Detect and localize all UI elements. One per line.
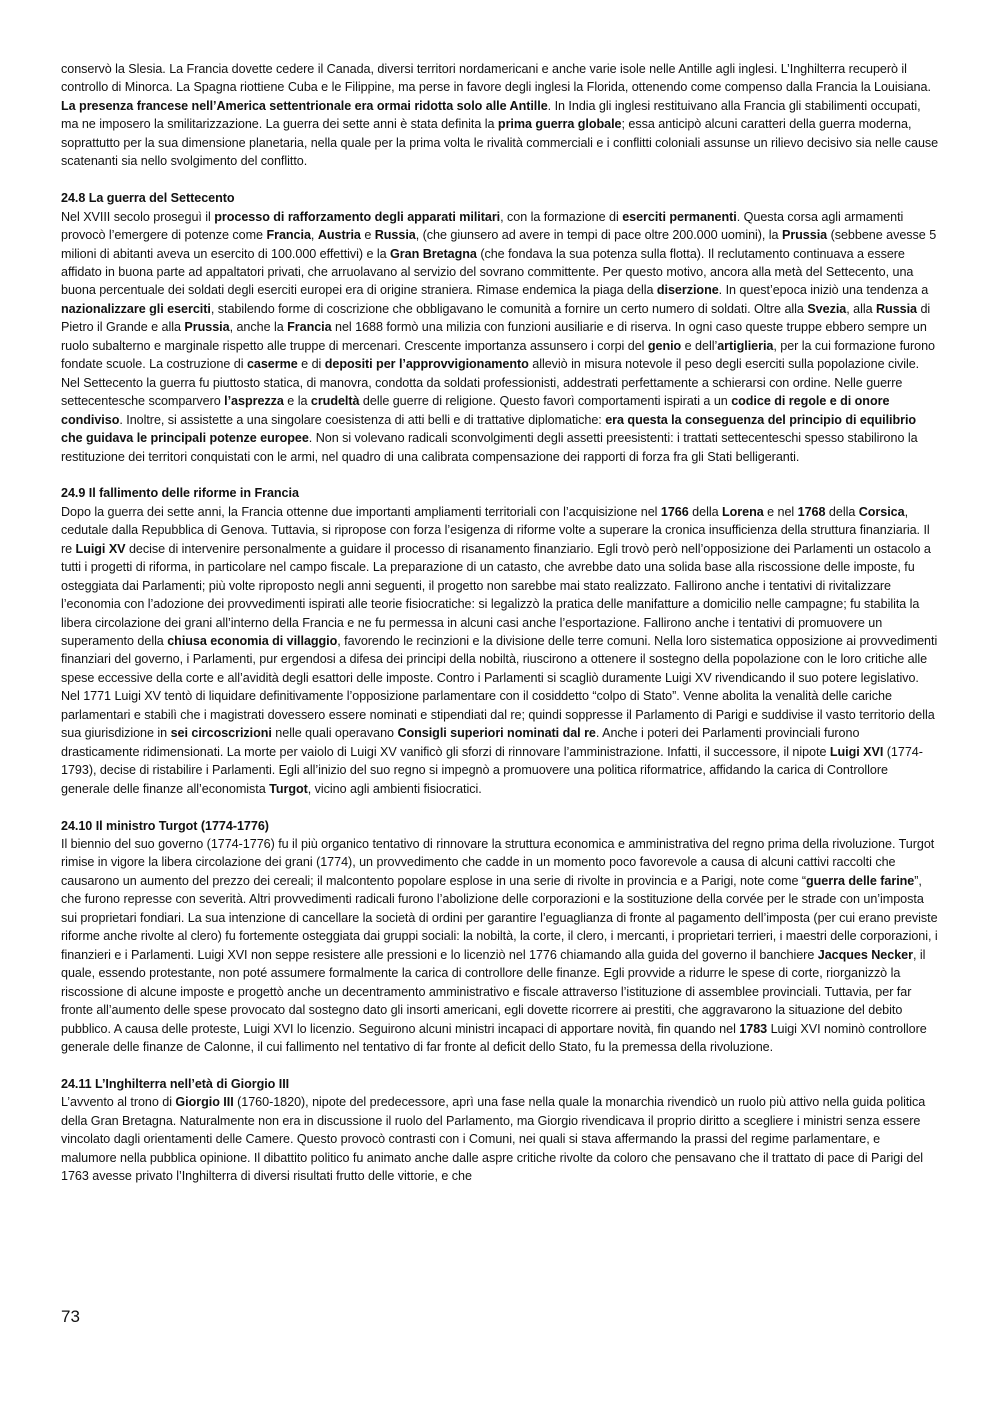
- text-run: . In quest’epoca iniziò una tendenza a: [718, 283, 929, 298]
- bold-text-run: diserzione: [656, 283, 719, 298]
- text-run: Il biennio del suo governo (1774-1776) fu il più organico tentativo di rinnovare la struttura economica e amministrativa del regno prima della rivoluzione. Turgot rimise in vigore la libera circolazione dei grani (1774), un provvedimento che cadde in un momento poco favorevole a causa di alcuni cattivi raccolti che causarono un aumento del prezzo dei cereali; il malcontento popolare esplose in una serie di rivolte in provincia e a Parigi, note come “: [61, 836, 935, 888]
- text-run: (1774-1793), decise di ristabilire i Parlamenti. Egli all’inizio del suo regno si impegnò a promuovere una politica riformatrice, affidando la carica di Controllore generale delle finanze all’economista: [61, 744, 923, 796]
- bold-text-run: nazionalizzare gli eserciti: [61, 301, 211, 316]
- paragraph-george-iii: [61, 1093, 939, 1185]
- bold-text-run: eserciti permanenti: [622, 209, 737, 224]
- text-run: L’avvento al trono di: [61, 1095, 176, 1110]
- bold-text-run: 1766: [660, 504, 689, 519]
- bold-text-run: Giorgio III: [175, 1095, 234, 1110]
- bold-text-run: guerra delle farine: [806, 873, 915, 888]
- text-run: , cedutale dalla Repubblica di Genova. Tuttavia, si ripropose con forza l’esigenza di riforme volte a superare la cronica insufficienza della struttura finanziaria. Il re: [61, 504, 930, 556]
- bold-text-run: caserme: [246, 357, 298, 372]
- text-run: , il quale, essendo protestante, non poté assumere formalmente la carica di controllore delle finanze. Egli provvide a ridurre le spese di corte, riorganizzò la riscossione di alcune imposte e progettò anche un decentramento amministrativo e fiscale attraverso l’istituzione di assemblee provinciali. Tuttavia, per far fronte all’aumento delle spese provocato dal sostegno dato gli insorti americani, egli dovette ricorrere ai prestiti, che aggravarono la situazione del debito pubblico. A causa delle proteste, Luigi XVI lo licenzio. Seguirono alcuni ministri incapaci di apportare novità, fin quando nel: [61, 947, 926, 1036]
- text-run: e nel: [763, 504, 798, 519]
- text-run: ”, che furono represse con severità. Altri provvedimenti radicali furono l’abolizione delle corporazioni e la sostituzione della corvée per le strade con un’imposta sui proprietari fondiari. La sua intenzione di cancellare la società di ordini per garantire l’eguaglianza di fronte al pagamento dell’imposta (per cui erano previste riforme anche rivolte al clero) fu fortemente osteggiata dai gruppi sociali: la nobiltà, la corte, il clero, i mercanti, i proprietari terrieri, i maestri delle corporazioni, i finanzieri e i Parlamenti. Luigi XVI non seppe resistere alle pressioni e lo licenziò nel 1776 chiamando alla guida del governo il banchiere: [61, 873, 938, 962]
- text-run: , con la formazione di: [500, 209, 623, 224]
- text-run: Nel XVIII secolo proseguì il: [61, 209, 215, 224]
- text-run: (che fondava la sua potenza sulla flotta). Il reclutamento continuava a essere affidato in buona parte ad appaltatori privati, che arruolavano al servizio del sovrano committente. Per questo motivo, ancora alla metà del Settecento, una buona percentuale dei soldati degli eserciti europei era di origine straniera. Rimase endemica la piaga della: [61, 246, 914, 298]
- bold-text-run: Russia: [876, 301, 918, 316]
- bold-text-run: Luigi XVI: [829, 744, 884, 759]
- text-run: nelle quali operavano: [271, 726, 398, 741]
- bold-text-run: 1768: [797, 504, 826, 519]
- bold-text-run: crudeltà: [310, 394, 360, 409]
- paragraph-eighteenth-century-war: [61, 208, 939, 466]
- text-run: ,: [310, 228, 318, 243]
- text-run: e: [360, 228, 375, 243]
- paragraph-seven-years-war-end: [61, 60, 939, 171]
- text-run: ; essa anticipò alcuni caratteri della guerra moderna, soprattutto per la sua dimensione planetaria, nella quale per la prima volta le rivalità commerciali e i conflitti coloniali assunse un rilievo decisivo sia nelle cause scatenanti sia nello svolgimento del conflitto.: [61, 117, 939, 169]
- bold-text-run: Gran Bretagna: [390, 246, 477, 261]
- text-run: . Inoltre, si assistette a una singolare coesistenza di atti belli e di trattative diplomatiche:: [119, 412, 606, 427]
- text-run: (1760-1820), nipote del predecessore, aprì una fase nella quale la monarchia rivendicò un ruolo più attivo nella guida politica della Gran Bretagna. Naturalmente non era in discussione il ruolo del Parlamento, ma Giorgio rivendicava il proprio diritto a scegliere i ministri senza essere vincolato dagli orientamenti delle Camere. Questo provocò contrasti con i Comuni, nei quali si stava affermando la prassi del regime parlamentare, e malumore nella pubblica opinione. Il dibattito politico fu animato anche dalle aspre critiche rivolte da coloro che pensavano che il trattato di pace di Parigi del 1763 avesse privato l’Inghilterra di diversi risultati frutto delle vittorie, e che: [61, 1095, 926, 1184]
- text-run: e di: [297, 357, 325, 372]
- text-run: . Anche i poteri dei Parlamenti provinciali furono drasticamente ridimensionati. La morte per vaiolo di Luigi XV vanificò gli sforzi di rinnovare l’amministrazione. Infatti, il successore, il nipote: [61, 726, 860, 759]
- text-run: nel 1688 formò una milizia con funzioni ausiliarie e di riserva. In ogni caso queste truppe ebbero sempre un ruolo subalterno e marginale rispetto alle truppe di mercenari. Crescente importanza assunsero i corpi del: [61, 320, 927, 353]
- text-run: , stabilendo forme di coscrizione che obbligavano le comunità a fornire un certo numero di soldati. Oltre alla: [210, 301, 808, 316]
- bold-text-run: Jacques Necker: [817, 947, 913, 962]
- text-run: Luigi XVI nominò controllore generale delle finanze de Calonne, il cui fallimento nel tentativo di far fronte al deficit dello Stato, fu la premessa della rivoluzione.: [61, 1021, 927, 1054]
- section-heading-24-10: 24.10 Il ministro Turgot (1774-1776): [61, 818, 269, 833]
- bold-text-run: Turgot: [269, 781, 308, 796]
- bold-text-run: l’asprezza: [224, 394, 284, 409]
- bold-text-run: processo di rafforzamento degli apparati militari: [214, 209, 501, 224]
- text-run: e la: [283, 394, 311, 409]
- bold-text-run: Luigi XV: [75, 541, 126, 556]
- text-run: . Questa corsa agli armamenti provocò l’emergere di potenze come: [61, 209, 904, 243]
- text-run: della: [688, 504, 722, 519]
- bold-text-run: artiglieria: [717, 338, 774, 353]
- text-run: decise di intervenire personalmente a guidare il processo di risanamento finanziario. Egli trovò però nell’opposizione dei Parlamenti un ostacolo a tutti i progetti di riforma, in particolare nel campo fiscale. La preparazione di un catasto, che avrebbe dato una solida base alla riscossione delle imposte, fu osteggiata dai Parlamenti; più volte riproposto negli anni seguenti, il progetto non sarebbe mai stato realizzato. Fallirono anche i tentativi di rivitalizzare l’economia con l’adozione dei provvedimenti ispirati alle teorie fisiocratiche: si legalizzò la pratica delle manifatture a domicilio nelle campagne; fu stabilita la libera circolazione dei grani all’interno della Francia e ne fu permessa in alcuni casi anche l’esportazione. Fallirono anche i tentativi di promuovere un superamento della: [61, 541, 931, 649]
- bold-text-run: Francia: [266, 228, 311, 243]
- bold-text-run: genio: [647, 338, 682, 353]
- text-run: , vicino agli ambienti fisiocratici.: [307, 781, 482, 796]
- text-run: conservò la Slesia. La Francia dovette cedere il Canada, diversi territori nordamericani e anche varie isole nelle Antille agli inglesi. L’Inghilterra recuperò il controllo di Minorca. La Spagna riottiene Cuba e le Filippine, ma perse in favore degli inglesi la Florida, ottenendo come compenso dalla Francia la Louisiana.: [61, 62, 931, 95]
- text-run: , favorendo le recinzioni e la divisione delle terre comuni. Nella loro sistematica opposizione ai provvedimenti finanziari del governo, i Parlamenti, pur ergendosi a difesa dei principi della nobiltà, riuscirono a ottenere il sostegno della popolazione con le loro critiche alle spese eccessive della corte e all’avidità degli esattori delle imposte. Contro i Parlamenti si scagliò duramente Luigi XV rivendicando il suo potere legislativo. Nel 1771 Luigi XV tentò di liquidare definitivamente l’opposizione parlamentare con il cosiddetto “colpo di Stato”. Venne abolita la venalità delle cariche parlamentari e stabilì che i magistrati dovessero essere nominati e stipendiati dal re; quindi soppresse il Parlamento di Parigi e suddivise il vasto territorio della sua giurisdizione in: [61, 634, 938, 741]
- text-run: . Non si volevano radicali sconvolgimenti degli assetti preesistenti: i trattati settecenteschi spesso stabilirono la restituzione dei territori conquistati con le armi, nel quadro di una calibrata compensazione dei rapporti di forza fra gli Stati belligeranti.: [61, 431, 918, 464]
- bold-text-run: Prussia: [781, 228, 828, 243]
- text-run: di Pietro il Grande e alla: [61, 301, 931, 335]
- text-run: . In India gli inglesi restituivano alla Francia gli stabilimenti occupati, ma ne imposero la smilitarizzazione. La guerra dei sette anni è stata definita la: [61, 98, 921, 132]
- section-heading-24-8: 24.8 La guerra del Settecento: [61, 191, 235, 206]
- text-run: , per la cui formazione furono fondate scuole. La costruzione di: [61, 338, 935, 372]
- text-run: e dell’: [681, 338, 718, 353]
- page-number: 73: [61, 1307, 80, 1326]
- bold-text-run: Francia: [287, 320, 332, 335]
- text-run: , alla: [846, 301, 877, 316]
- section-heading-24-9: 24.9 Il fallimento delle riforme in Francia: [61, 486, 299, 501]
- bold-text-run: sei circoscrizioni: [170, 726, 272, 741]
- text-run: della: [825, 504, 859, 519]
- bold-text-run: chiusa economia di villaggio: [167, 634, 338, 649]
- text-run: , (che giunsero ad avere in tempi di pace oltre 200.000 uomini), la: [415, 228, 782, 243]
- bold-text-run: 1783: [739, 1021, 768, 1036]
- paragraph-turgot: [61, 835, 939, 1056]
- document-body: [61, 60, 939, 1186]
- bold-text-run: Lorena: [721, 504, 764, 519]
- bold-text-run: La presenza francese nell’America settentrionale era ormai ridotta solo alle Antille: [61, 98, 548, 113]
- paragraph-france-reforms: [61, 503, 939, 798]
- bold-text-run: Consigli superiori nominati dal re: [397, 726, 596, 741]
- bold-text-run: era questa la conseguenza del principio di equilibrio che guidava le principali potenze europee: [61, 412, 917, 446]
- bold-text-run: Prussia: [184, 320, 230, 335]
- section-heading-24-11: 24.11 L’Inghilterra nell’età di Giorgio III: [61, 1076, 290, 1091]
- bold-text-run: Russia: [374, 228, 416, 243]
- text-run: (sebbene avesse 5 milioni di abitanti aveva un esercito di 100.000 effettivi) e la: [61, 228, 937, 261]
- text-run: Dopo la guerra dei sette anni, la Francia ottenne due importanti ampliamenti territoriali con l’acquisizione nel: [61, 504, 661, 519]
- bold-text-run: depositi per l’approvvigionamento: [324, 357, 529, 372]
- bold-text-run: prima guerra globale: [497, 117, 622, 132]
- bold-text-run: Svezia: [807, 301, 847, 316]
- bold-text-run: Austria: [317, 228, 361, 243]
- bold-text-run: Corsica: [858, 504, 905, 519]
- text-run: delle guerre di religione. Questo favorì comportamenti ispirati a un: [359, 394, 732, 409]
- bold-text-run: codice di regole e di onore condiviso: [61, 394, 890, 427]
- text-run: , anche la: [229, 320, 288, 335]
- text-run: alleviò in misura notevole il peso degli eserciti sulla popolazione civile. Nel Settecento la guerra fu piuttosto statica, di manovra, condotta da soldati professionisti, addestrati perfettamente a schierarsi con ordine. Nelle guerre settecentesche scomparvero: [61, 357, 920, 409]
